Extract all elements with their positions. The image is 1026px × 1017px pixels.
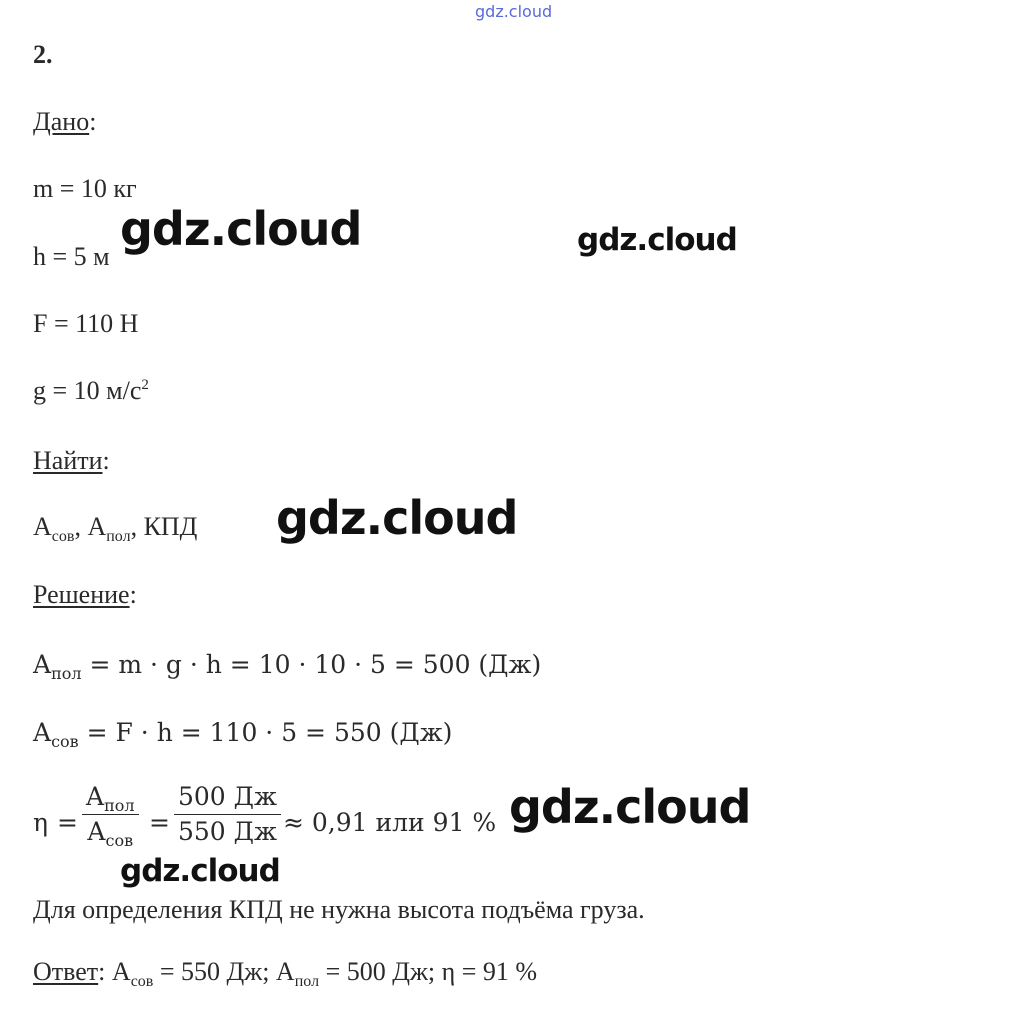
eq1-rest: = m · g · h = 10 · 10 · 5 = 500 (Дж)	[81, 650, 542, 679]
value-numerator: 500 Дж	[174, 782, 281, 815]
given-gravity-sup: 2	[141, 377, 149, 393]
eta-symbol: η	[33, 808, 48, 837]
efficiency-result: ≈ 0,91 или 91 %	[283, 808, 497, 837]
answer-sub-pol: пол	[294, 973, 320, 990]
answer-part1: = 550 Дж; A	[153, 957, 295, 986]
equals-1: =	[57, 808, 78, 837]
find-heading-text: Найти	[33, 446, 103, 475]
given-heading-text: Дано	[33, 107, 90, 136]
watermark-1: gdz.cloud	[120, 202, 362, 256]
given-mass: m = 10 кг	[33, 174, 137, 203]
note-text: Для определения КПД не нужна высота подъёма груза.	[33, 895, 645, 924]
given-gravity-text: g = 10 м/с	[33, 376, 142, 405]
given-heading: Дано:	[33, 107, 97, 136]
equals-2: =	[149, 808, 170, 837]
useful-work-equation	[33, 650, 542, 683]
work-ratio-fraction	[82, 782, 139, 850]
eq1-a: A	[33, 650, 52, 679]
answer-a-sov: A	[111, 957, 131, 986]
solution-heading: Решение:	[33, 580, 137, 609]
watermark-5: gdz.cloud	[120, 853, 280, 889]
ratio-den-sub: сов	[105, 831, 134, 850]
find-a-pol: A	[87, 512, 107, 541]
find-sub-pol: пол	[106, 528, 131, 545]
eq1-sub: пол	[51, 664, 82, 683]
ratio-numerator	[82, 782, 139, 815]
ratio-num-a: A	[86, 782, 105, 811]
answer-part2: = 500 Дж; η = 91 %	[319, 957, 538, 986]
eq2-a: A	[33, 718, 52, 747]
given-height: h = 5 м	[33, 242, 110, 271]
answer-sub-sov: сов	[130, 973, 154, 990]
watermark-4: gdz.cloud	[509, 780, 751, 834]
find-heading: Найти:	[33, 446, 110, 475]
value-denominator: 550 Дж	[178, 817, 277, 846]
watermark-top: gdz.cloud	[475, 2, 553, 21]
total-work-equation	[33, 718, 453, 751]
watermark-3: gdz.cloud	[276, 491, 518, 545]
value-ratio-fraction	[174, 782, 281, 847]
given-force: F = 110 Н	[33, 309, 139, 338]
solution-heading-text: Решение	[33, 580, 130, 609]
answer-heading: Ответ	[33, 957, 99, 986]
task-number: 2.	[33, 40, 53, 69]
watermark-2: gdz.cloud	[577, 222, 737, 258]
find-sub-sov: сов	[51, 528, 75, 545]
ratio-denominator	[87, 815, 134, 850]
ratio-num-sub: пол	[104, 796, 135, 815]
given-gravity	[33, 376, 149, 406]
find-kpd: КПД	[143, 512, 198, 541]
answer-line: Ответ: $A_{сов} = 550$ Дж; $A_{пол} = 500$ Дж; η = 91 %	[33, 957, 538, 990]
find-a-sov: A	[33, 512, 52, 541]
eq2-sub: сов	[51, 732, 79, 751]
find-values: $A_{сов}$, $A_{пол}$, КПД	[33, 512, 198, 545]
ratio-den-a: A	[87, 817, 106, 846]
eq2-rest: = F · h = 110 · 5 = 550 (Дж)	[78, 718, 453, 747]
